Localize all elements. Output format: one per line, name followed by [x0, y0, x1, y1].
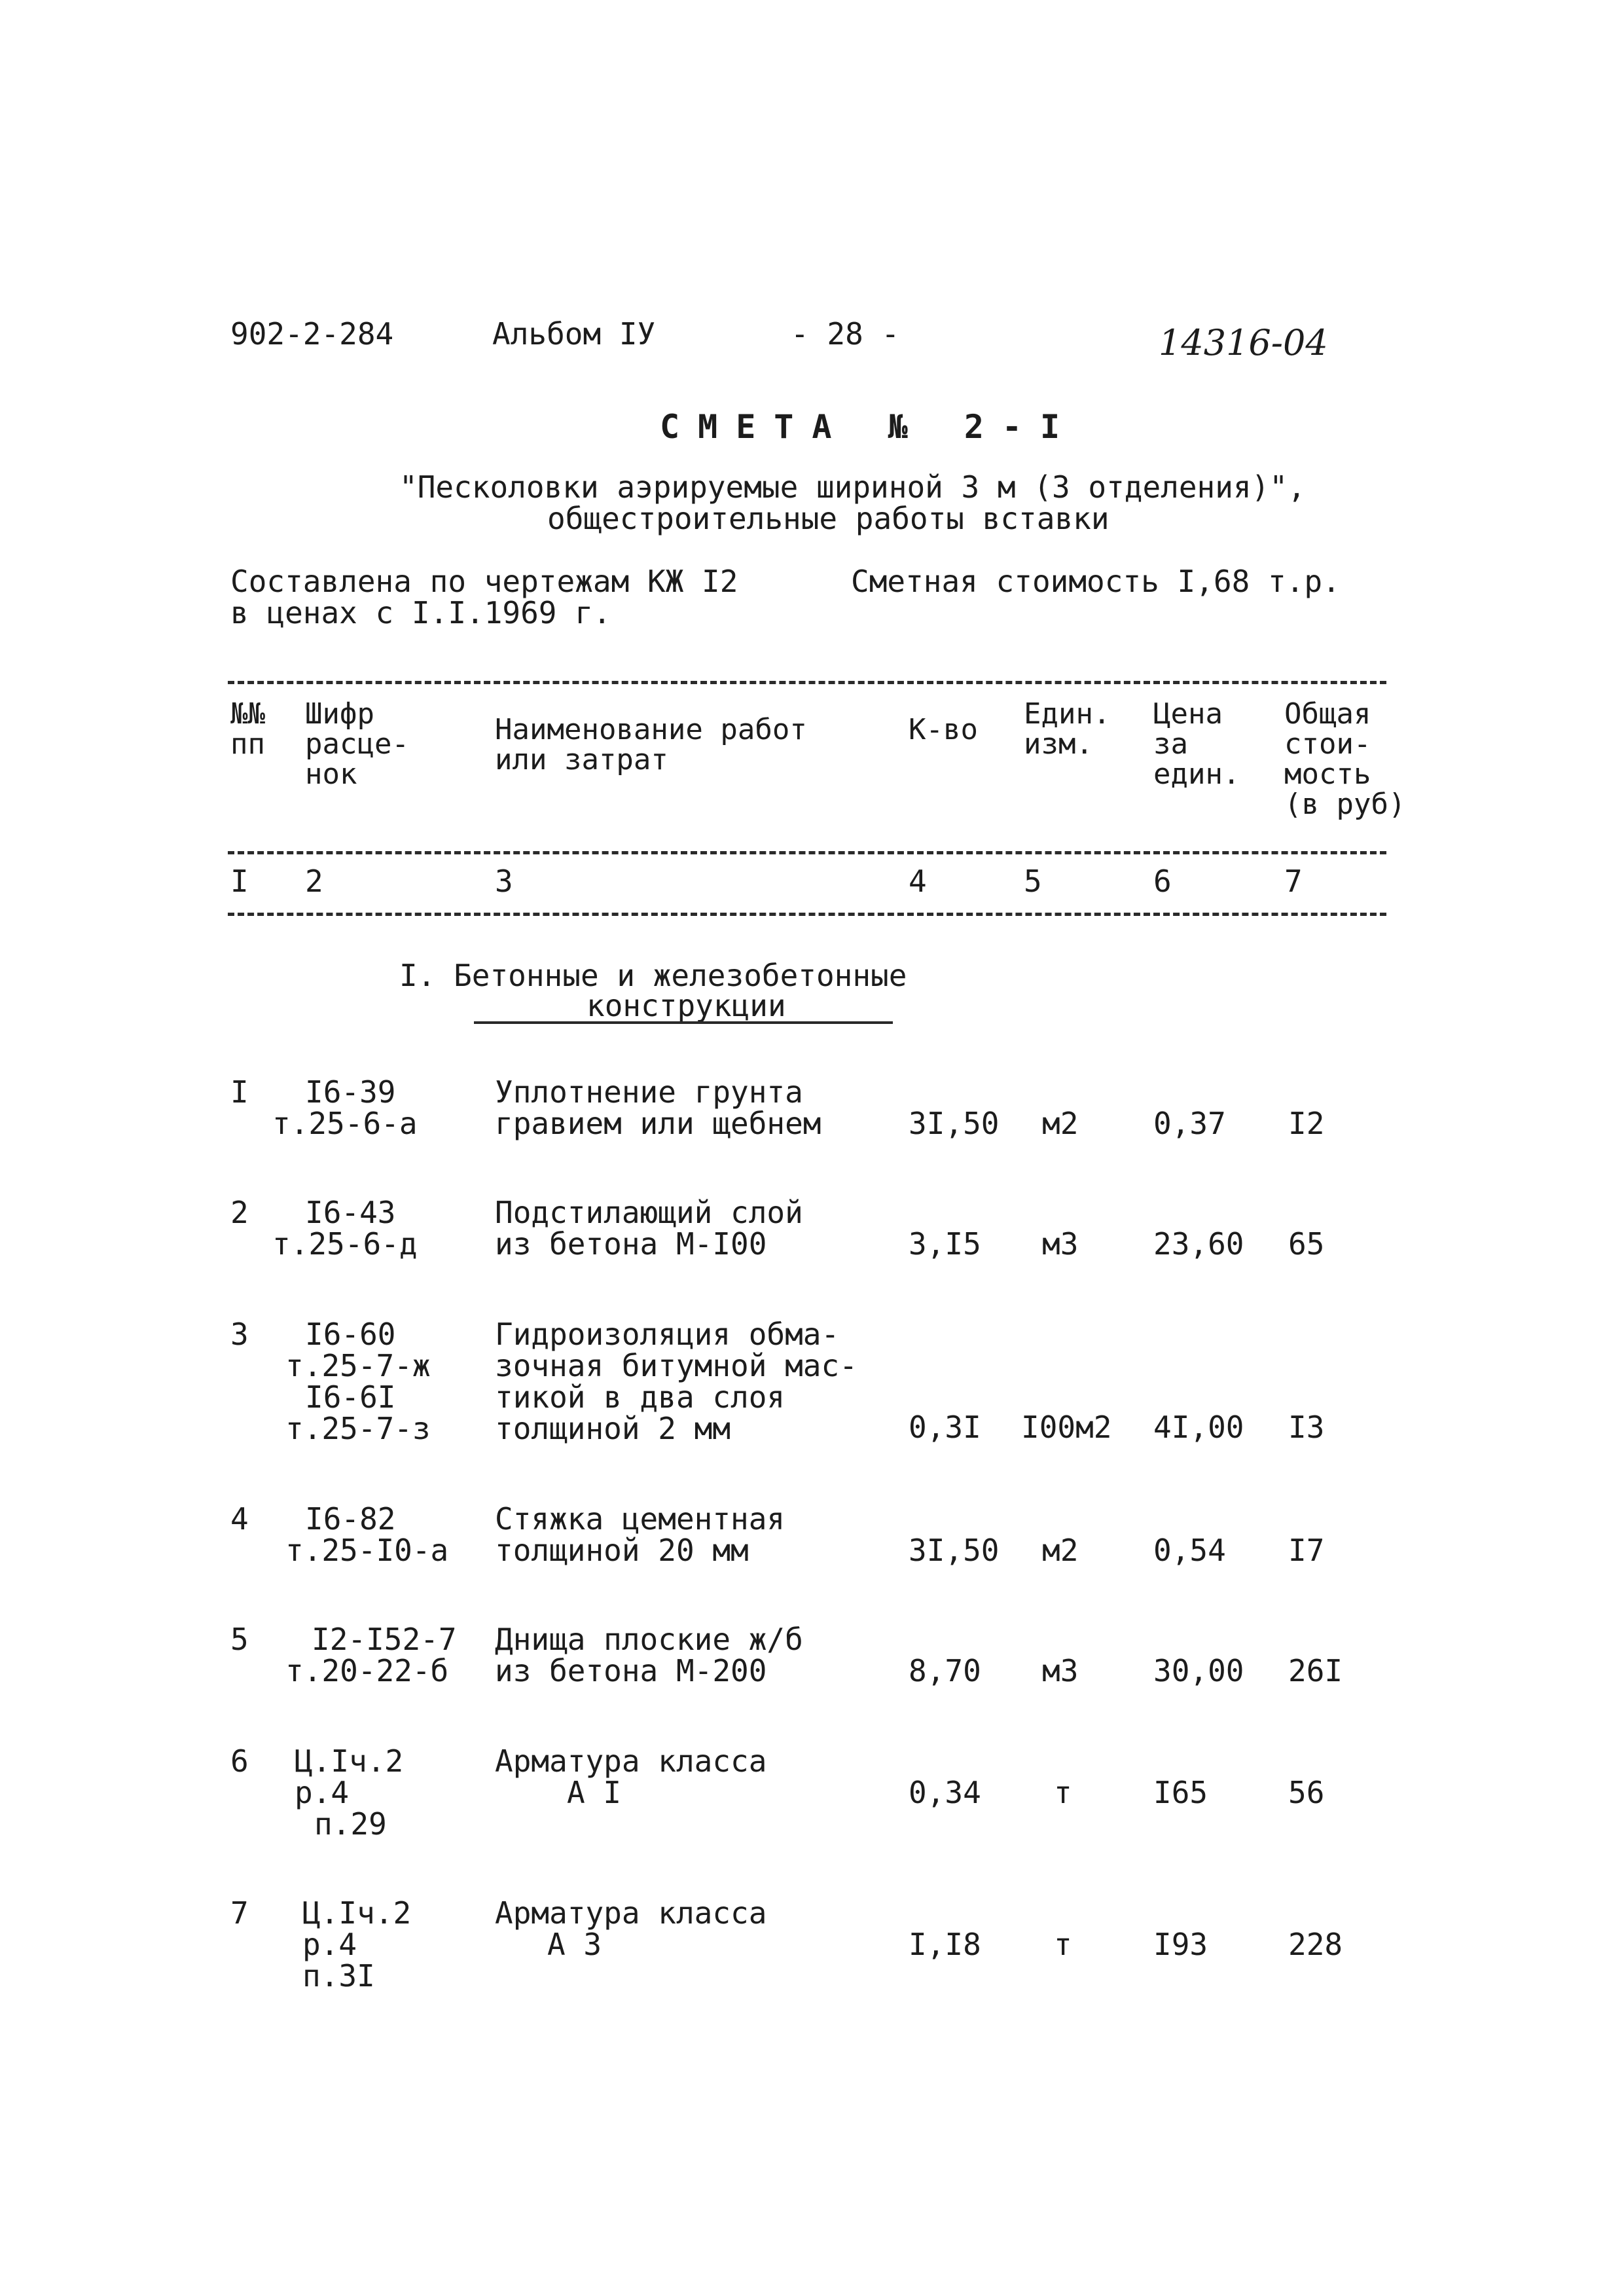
estimated-cost: Сметная стоимость I,68 т.р. [851, 564, 1341, 599]
estimate-subtitle-line2: общестроительные работы вставки [547, 501, 1110, 536]
column-header-unit: Един. изм. [1024, 697, 1111, 761]
album-label: Альбом IУ [492, 316, 656, 352]
row-quantity: 0,3I [909, 1410, 981, 1445]
row-work-name: Арматура класса A I [495, 1743, 767, 1810]
section-title-line1: I. Бетонные и железобетонные [399, 958, 907, 993]
row-quantity: 3I,50 [909, 1533, 1000, 1568]
row-number: 5 [230, 1622, 249, 1657]
row-number: 2 [230, 1195, 249, 1230]
row-number: 6 [230, 1743, 249, 1779]
row-total: 56 [1288, 1775, 1325, 1810]
row-unit: м2 [1042, 1106, 1079, 1141]
row-quantity: 3,I5 [909, 1226, 981, 1262]
row-total: I7 [1288, 1533, 1325, 1568]
row-unit: м3 [1042, 1653, 1079, 1688]
row-unit: т [1054, 1927, 1072, 1962]
row-total: I2 [1288, 1106, 1325, 1141]
row-unit: I00м2 [1021, 1410, 1112, 1445]
page-number: - 28 - [791, 316, 900, 352]
section-title-line2: конструкции [586, 988, 786, 1023]
row-code: Ц.Iч.2 р.4 п.3I [302, 1895, 412, 1994]
row-code: Ц.Iч.2 р.4 п.29 [295, 1743, 404, 1842]
row-unit: м3 [1042, 1226, 1079, 1262]
row-unit: т [1054, 1775, 1072, 1810]
row-number: 7 [230, 1895, 249, 1931]
column-header-qty: К-во [909, 713, 978, 746]
row-quantity: 3I,50 [909, 1106, 1000, 1141]
column-numbers-rule [228, 913, 1386, 916]
column-header-total: Общая стои- мость (в руб) [1284, 697, 1406, 821]
column-number-4: 4 [909, 864, 927, 899]
column-header-no: №№ пп [230, 697, 265, 761]
table-top-rule [228, 681, 1386, 684]
estimate-title: СМЕТА № 2-I [660, 408, 1079, 446]
row-code: I2-I52-7 т.20-22-б [285, 1622, 457, 1688]
prices-as-of: в ценах с I.I.1969 г. [230, 595, 611, 630]
row-unit-price: I93 [1153, 1927, 1208, 1962]
handwritten-number: 14316-04 [1159, 322, 1328, 363]
row-code: I6-60 т.25-7-ж I6-6I т.25-7-з [285, 1317, 431, 1446]
row-work-name: Гидроизоляция обма- зочная битумной мас- тикой в два слоя толщиной 2 мм [495, 1317, 857, 1446]
row-total: 65 [1288, 1226, 1325, 1262]
header-bottom-rule [228, 851, 1386, 854]
row-unit-price: 23,60 [1153, 1226, 1244, 1262]
row-code: I6-39 т.25-6-а [272, 1074, 418, 1141]
row-quantity: I,I8 [909, 1927, 981, 1962]
row-quantity: 8,70 [909, 1653, 981, 1688]
section-title-underline [474, 1021, 893, 1024]
row-code: I6-82 т.25-I0-а [285, 1501, 449, 1568]
row-quantity: 0,34 [909, 1775, 981, 1810]
compiled-by: Составлена по чертежам КЖ I2 [230, 564, 738, 599]
row-unit-price: 0,37 [1153, 1106, 1226, 1141]
row-code: I6-43 т.25-6-д [272, 1195, 418, 1262]
document-code: 902-2-284 [230, 316, 394, 352]
column-number-5: 5 [1024, 864, 1042, 899]
row-total: 26I [1288, 1653, 1343, 1688]
row-work-name: Подстилающий слой из бетона М-I00 [495, 1195, 803, 1262]
estimate-subtitle-line1: "Песколовки аэрируемые шириной 3 м (3 отделения)", [399, 469, 1306, 505]
row-number: I [230, 1074, 249, 1110]
row-total: I3 [1288, 1410, 1325, 1445]
column-number-6: 6 [1153, 864, 1172, 899]
row-work-name: Арматура класса A 3 [495, 1895, 767, 1962]
row-unit-price: I65 [1153, 1775, 1208, 1810]
row-work-name: Уплотнение грунта гравием или щебнем [495, 1074, 821, 1141]
column-number-7: 7 [1284, 864, 1303, 899]
column-header-code: Шифр расце- нок [305, 697, 409, 791]
row-unit-price: 4I,00 [1153, 1410, 1244, 1445]
row-unit-price: 0,54 [1153, 1533, 1226, 1568]
column-number-2: 2 [305, 864, 323, 899]
row-number: 3 [230, 1317, 249, 1352]
row-number: 4 [230, 1501, 249, 1537]
column-number-3: 3 [495, 864, 513, 899]
column-header-price: Цена за един. [1153, 697, 1240, 791]
column-header-name: Наименование работ или затрат [495, 713, 807, 776]
row-unit-price: 30,00 [1153, 1653, 1244, 1688]
row-work-name: Стяжка цементная толщиной 20 мм [495, 1501, 785, 1568]
row-total: 228 [1288, 1927, 1343, 1962]
row-unit: м2 [1042, 1533, 1079, 1568]
column-number-1: I [230, 864, 249, 899]
row-work-name: Днища плоские ж/б из бетона М-200 [495, 1622, 803, 1688]
